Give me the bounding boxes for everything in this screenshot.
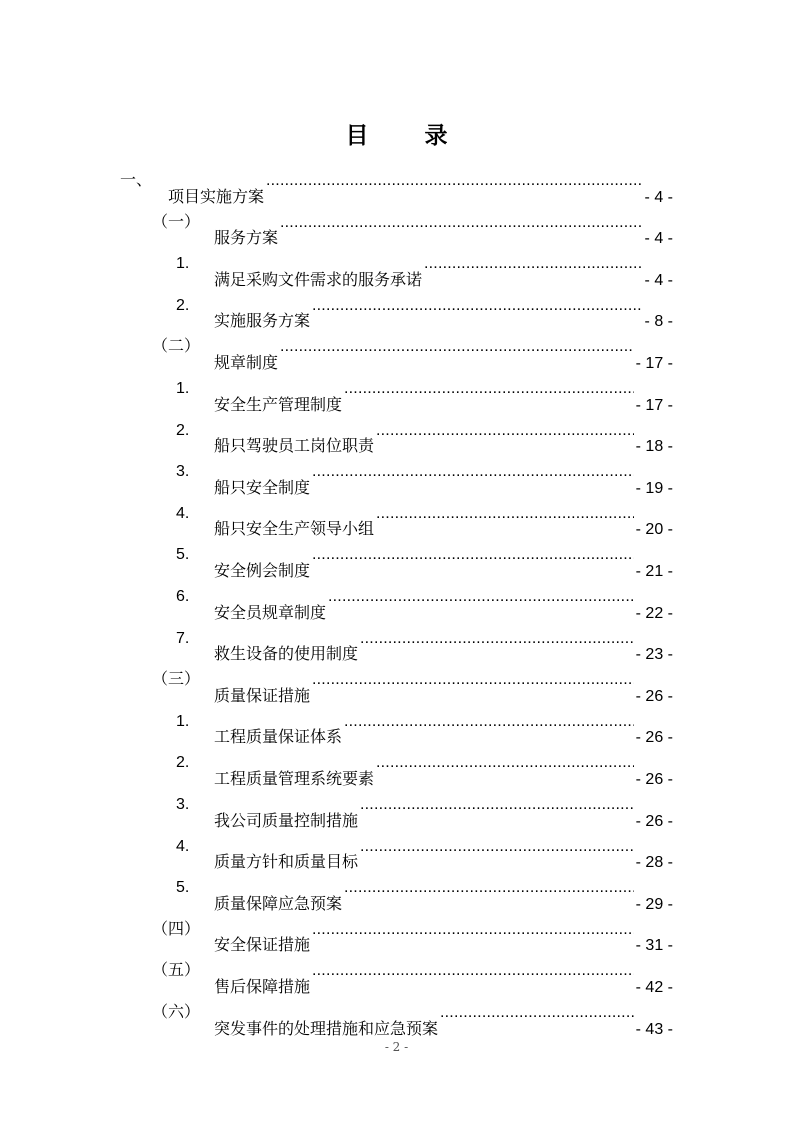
toc-entry-number: （五） <box>152 962 201 980</box>
toc-entry-title: 工程质量管理系统要素 <box>214 768 375 788</box>
toc-entry-page: - 4 - <box>644 230 673 248</box>
toc-entry-page: - 26 - <box>635 687 673 705</box>
toc-entry-title: 服务方案 <box>214 228 279 248</box>
toc-entry-title: 突发事件的处理措施和应急预案 <box>214 1018 439 1038</box>
toc-dot-leader <box>344 701 634 743</box>
toc-entry-number: 5. <box>176 879 190 897</box>
toc-entry-number: 1. <box>176 255 190 273</box>
toc-entry-page: - 21 - <box>635 562 673 580</box>
toc-entry[interactable] <box>0 992 793 1038</box>
toc-entry-page: - 31 - <box>635 937 673 955</box>
toc-entry[interactable] <box>0 410 793 456</box>
toc-entry[interactable] <box>0 701 793 747</box>
toc-entry-number: （四） <box>152 920 201 938</box>
toc-entry-page: - 28 - <box>635 854 673 872</box>
toc-entry-title: 船只驾驶员工岗位职责 <box>214 436 375 456</box>
toc-dot-leader <box>360 826 634 868</box>
toc-entry-page: - 8 - <box>644 313 673 331</box>
toc-entry[interactable] <box>0 451 793 497</box>
toc-entry-page: - 26 - <box>635 729 673 747</box>
toc-entry-title: 船只安全制度 <box>214 477 311 497</box>
toc-dot-leader <box>312 909 634 951</box>
toc-entry[interactable] <box>0 368 793 414</box>
toc-entry-page: - 17 - <box>635 354 673 372</box>
toc-entry[interactable] <box>0 618 793 664</box>
toc-entry[interactable] <box>0 243 793 289</box>
toc-entry-page: - 19 - <box>635 479 673 497</box>
toc-dot-leader <box>360 618 634 660</box>
toc-entry-title: 质量保证措施 <box>214 685 311 705</box>
toc-entry-number: 4. <box>176 504 190 522</box>
toc-dot-leader <box>344 368 634 410</box>
toc-entry-title: 质量方针和质量目标 <box>214 852 359 872</box>
toc-entry-title: 安全保证措施 <box>214 935 311 955</box>
toc-entry-page: - 4 - <box>644 188 673 206</box>
toc-entry-title: 满足采购文件需求的服务承诺 <box>214 269 423 289</box>
toc-entry-title: 质量保障应急预案 <box>214 893 343 913</box>
toc-dot-leader <box>376 410 634 452</box>
toc-entry[interactable] <box>0 285 793 331</box>
toc-dot-leader <box>376 742 634 784</box>
page-number-footer: - 2 - <box>384 1040 409 1054</box>
toc-entry-title: 安全员规章制度 <box>214 602 327 622</box>
toc-entry-number: 一、 <box>120 172 153 189</box>
toc-entry-page: - 20 - <box>635 521 673 539</box>
toc-dot-leader <box>280 326 634 368</box>
toc-entry-number: 2. <box>176 296 190 314</box>
toc-entry-title: 售后保障措施 <box>214 976 311 996</box>
toc-entry-title: 安全例会制度 <box>214 560 311 580</box>
toc-entry-page: - 43 - <box>635 1020 673 1038</box>
toc-entry-title: 救生设备的使用制度 <box>214 644 359 664</box>
toc-entry-page: - 18 - <box>635 438 673 456</box>
toc-entry-page: - 4 - <box>644 271 673 289</box>
toc-dot-leader <box>424 243 643 285</box>
toc-dot-leader <box>312 451 634 493</box>
toc-dot-leader <box>312 285 643 327</box>
toc-entry-number: 3. <box>176 463 190 481</box>
toc-entry-number: 3. <box>176 796 190 813</box>
toc-entry[interactable] <box>0 950 793 996</box>
toc-dot-leader <box>344 867 634 909</box>
toc-entry-page: - 17 - <box>635 396 673 414</box>
toc-entry-number: （三） <box>152 671 201 689</box>
toc-dot-leader <box>360 784 634 826</box>
toc-entry-page: - 26 - <box>635 812 673 830</box>
page-title: 目 录 <box>345 123 472 149</box>
toc-entry-page: - 42 - <box>635 978 673 996</box>
toc-entry-number: 4. <box>176 837 190 855</box>
toc-entry-number: 5. <box>176 546 190 564</box>
toc-dot-leader <box>312 950 634 992</box>
toc-entry[interactable] <box>0 202 793 248</box>
toc-entry-number: 1. <box>176 712 190 730</box>
toc-entry[interactable] <box>0 909 793 955</box>
toc-dot-leader <box>312 534 634 576</box>
toc-dot-leader <box>376 493 634 535</box>
toc-entry-number: 7. <box>176 629 190 647</box>
toc-entry[interactable] <box>0 576 793 622</box>
toc-entry[interactable] <box>0 160 793 206</box>
toc-dot-leader <box>280 202 643 244</box>
toc-entry-number: （二） <box>152 338 201 356</box>
toc-entry[interactable] <box>0 659 793 705</box>
toc-entry-title: 项目实施方案 <box>168 186 265 206</box>
toc-entry-page: - 29 - <box>635 895 673 913</box>
toc-entry-number: 2. <box>176 754 190 772</box>
toc-dot-leader <box>312 659 634 701</box>
toc-entry-page: - 23 - <box>635 646 673 664</box>
toc-dot-leader <box>266 160 643 202</box>
toc-entry[interactable] <box>0 784 793 830</box>
toc-entry[interactable] <box>0 326 793 372</box>
toc-entry-number: （一） <box>152 213 201 231</box>
toc-entry-title: 实施服务方案 <box>214 311 311 331</box>
toc-entry[interactable] <box>0 493 793 539</box>
toc-entry-number: 6. <box>176 588 190 605</box>
toc-entry-number: （六） <box>152 1004 201 1021</box>
toc-entry[interactable] <box>0 826 793 872</box>
toc-entry-title: 船只安全生产领导小组 <box>214 519 375 539</box>
toc-entry-title: 我公司质量控制措施 <box>214 810 359 830</box>
toc-entry-number: 1. <box>176 380 190 397</box>
toc-dot-leader <box>440 992 634 1034</box>
toc-entry[interactable] <box>0 534 793 580</box>
toc-entry-title: 规章制度 <box>214 352 279 372</box>
toc-entry-title: 安全生产管理制度 <box>214 394 343 414</box>
toc-entry-page: - 22 - <box>635 604 673 622</box>
toc-entry[interactable] <box>0 867 793 913</box>
toc-entry[interactable] <box>0 742 793 788</box>
toc-dot-leader <box>328 576 634 618</box>
toc-entry-title: 工程质量保证体系 <box>214 727 343 747</box>
toc-entry-number: 2. <box>176 421 190 439</box>
toc-entry-page: - 26 - <box>635 770 673 788</box>
